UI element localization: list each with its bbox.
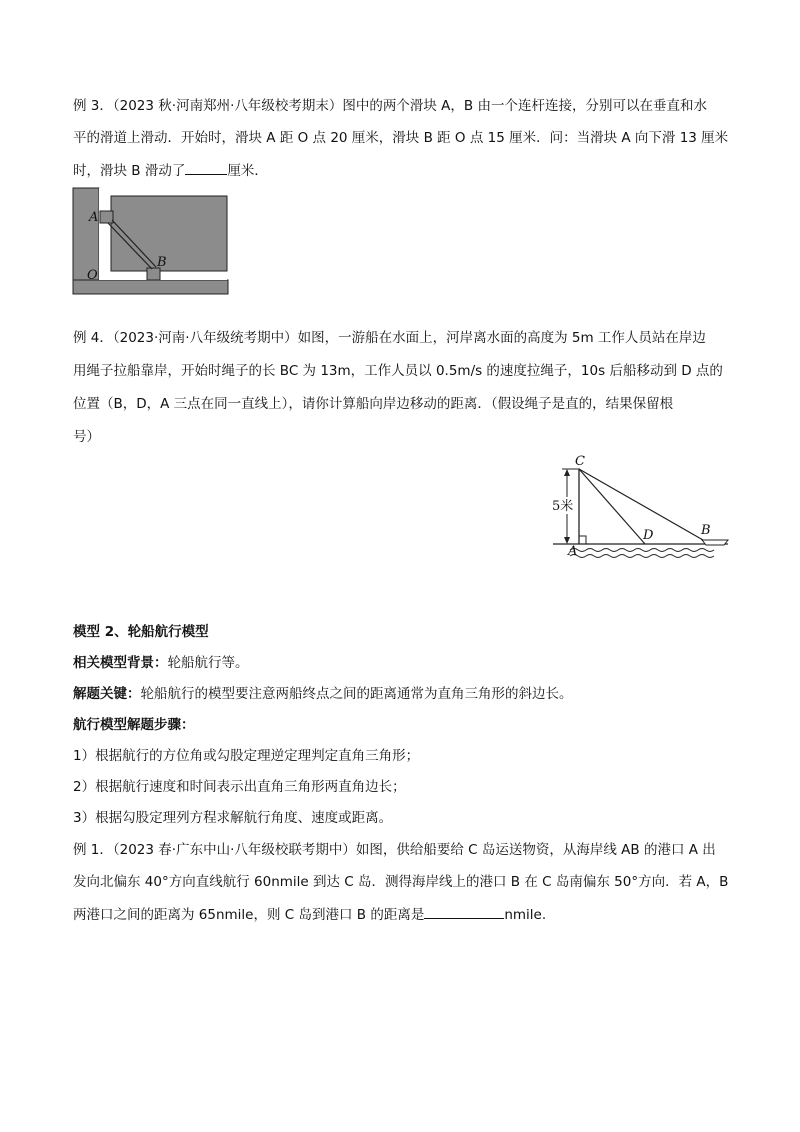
- arrow-up-icon: [564, 469, 570, 476]
- label-d: D: [643, 528, 654, 543]
- wave-1: [570, 549, 714, 552]
- slider-a: [100, 211, 113, 223]
- label-b: B: [701, 523, 711, 538]
- gray-block: [111, 196, 227, 271]
- model2-title: 模型 2、轮船航行模型: [73, 624, 209, 640]
- wave-2: [570, 555, 714, 558]
- example3-line3: [73, 160, 733, 181]
- step-1: 1）根据航行的方位角或勾股定理逆定理判定直角三角形；: [73, 748, 420, 764]
- background-text: 轮船航行等。: [167, 655, 249, 671]
- label-a: A: [568, 544, 578, 559]
- label-o: O: [87, 268, 98, 283]
- right-angle-mark: [579, 536, 586, 544]
- label-c: C: [575, 454, 585, 469]
- example4-line1: 例 4．（2023·河南·八年级统考期中）如图，一游船在水面上，河岸离水面的高度为 5m 工作人员站在岸边: [73, 330, 706, 346]
- example1-line3-unit: nmile.: [504, 907, 547, 923]
- example4-line3: 位置（B，D，A 三点在同一直线上），请你计算船向岸边移动的距离．（假设绳子是直的，结果保留根: [73, 396, 674, 412]
- example1-line3: [73, 904, 733, 925]
- key-label: 解题关键：: [73, 686, 141, 702]
- example1-line1: 例 1．（2023 春·广东中山·八年级校联考期中）如图，供给船要给 C 岛运送物资，从海岸线 AB 的港口 A 出: [73, 842, 716, 858]
- model2-background: [73, 653, 733, 673]
- key-text: 轮船航行的模型要注意两船终点之间的距离通常为直角三角形的斜边长。: [140, 686, 573, 702]
- background-label: 相关模型背景：: [73, 655, 168, 671]
- slider-figure: [72, 187, 230, 297]
- step-2: 2）根据航行速度和时间表示出直角三角形两直角边长；: [73, 779, 406, 795]
- example3-line1: 例 3．（2023 秋·河南郑州·八年级校考期末）图中的两个滑块 A，B 由一个连杆连接，分别可以在垂直和水: [73, 98, 707, 114]
- example1-line3-text: 两港口之间的距离为 65nmile，则 C 岛到港口 B 的距离是: [73, 907, 425, 923]
- example4-line2: 用绳子拉船靠岸，开始时绳子的长 BC 为 13m，工作人员以 0.5m/s 的速度拉绳子，10s 后船移动到 D 点的: [73, 363, 723, 379]
- label-a: A: [89, 210, 99, 225]
- height-label: 5米: [552, 499, 574, 514]
- model2-key: [73, 684, 733, 704]
- example1-line2: 发向北偏东 40°方向直线航行 60nmile 到达 C 岛．测得海岸线上的港口 B 在 C 岛南偏东 50°方向．若 A，B: [73, 874, 729, 890]
- step-3: 3）根据勾股定理列方程求解航行角度、速度或距离。: [73, 810, 393, 826]
- label-b: B: [157, 255, 167, 270]
- example4-line4: 号）: [73, 429, 100, 445]
- steps-title: 航行模型解题步骤：: [73, 717, 195, 733]
- example3-line3-text: 时，滑块 B 滑动了: [73, 163, 186, 179]
- boat-figure: [550, 452, 735, 580]
- example3-line3-unit: 厘米．: [227, 163, 268, 179]
- boat-icon: [702, 540, 728, 545]
- example3-line2: 平的滑道上滑动．开始时，滑块 A 距 O 点 20 厘米，滑块 B 距 O 点 15 厘米．问：当滑块 A 向下滑 13 厘米: [73, 130, 729, 146]
- segment-cd: [579, 469, 645, 544]
- answer-blank: [185, 160, 227, 175]
- arrow-down-icon: [564, 537, 570, 544]
- answer-blank: [424, 904, 504, 919]
